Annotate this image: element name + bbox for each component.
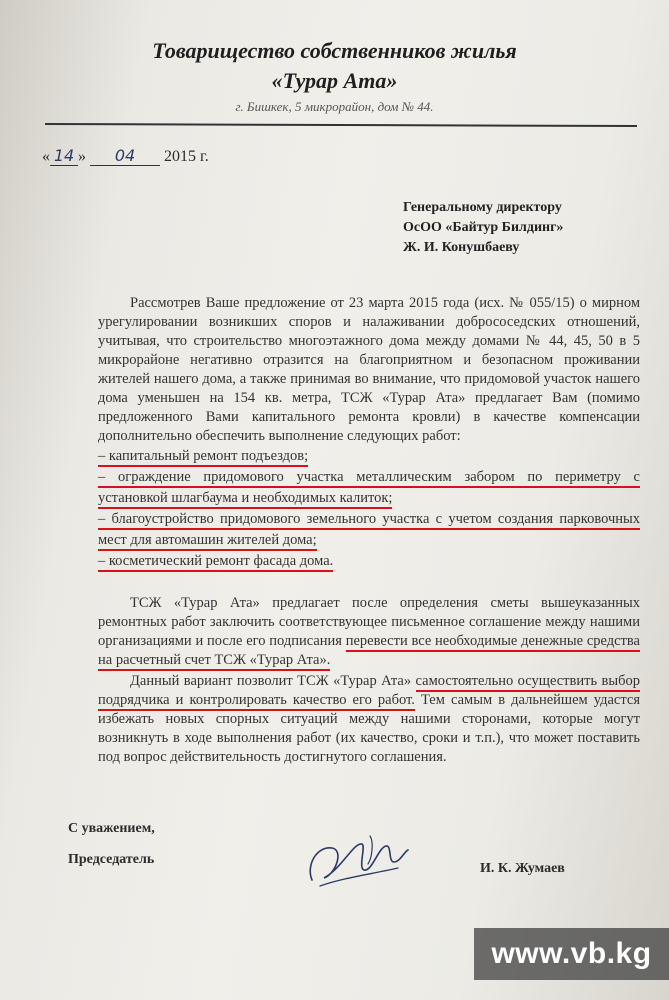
signer-position: Председатель — [68, 852, 155, 867]
date-open-quote: « — [42, 148, 50, 165]
list-item: – косметический ремонт фасада дома. — [98, 551, 640, 572]
works-list — [98, 446, 640, 572]
paragraph-3: Данный вариант позволит ТСЖ «Турар Ата» самостоятельно осуществить выбор подрядчика и контролировать качество его работ. Тем самым в дальнейшем удастся избежать новых спорных ситуаций между нашими сторонами, которые могут возникнуть в ходе выполнения работ (их качество, сроки и т.п.), что может поставить под вопрос действительность достигнутого соглашения. — [98, 673, 640, 765]
org-name: Товарищество собственников жилья — [152, 38, 517, 63]
recipient-block — [403, 198, 563, 258]
date-close-quote: » — [78, 148, 86, 165]
closing: С уважением, — [68, 821, 155, 836]
date-month: 04 — [90, 146, 160, 166]
date-year: 2015 г. — [164, 148, 209, 165]
highlight-transfer: перевести все необходимые денежные средства на расчетный счет ТСЖ «Турар Ата». — [98, 633, 640, 671]
paragraph-1: Рассмотрев Ваше предложение от 23 марта 2015 года (исх. № 055/15) о мирном урегулировании возникших споров и налаживании добрососедских отношений, учитывая, что строительство многоэтажного дома между домами № 44, 45, 50 в 5 микрорайоне негативно отразится на благоприятном и безопасном проживании жителей нашего дома, а также принимая во внимание, что придомовой участок нашего дома уменьшен на 154 кв. метра, ТСЖ «Турар Ата» предлагает Вам (помимо предложенного Вами капитального ремонта кровли) в качестве компенсации дополнительно обеспечить выполнение следующих работ: — [98, 295, 640, 444]
list-item: – капитальный ремонт подъездов; — [98, 446, 640, 467]
handwritten-signature — [302, 828, 412, 898]
letter-date — [42, 146, 209, 166]
letter-body — [98, 294, 640, 767]
highlight-contractor: самостоятельно осуществить выбор подрядчика и контролировать качество его работ. — [98, 673, 640, 711]
signer-name: И. К. Жумаев — [480, 861, 565, 876]
list-item: – ограждение придомового участка металлическим забором по периметру с установкой шлагбаума и необходимых калиток; — [98, 467, 640, 509]
header-divider — [45, 123, 637, 127]
site-watermark: www.vb.kg — [474, 928, 669, 980]
paragraph-2: ТСЖ «Турар Ата» предлагает после определения сметы вышеуказанных ремонтных работ заключить соответствующее письменное соглашение между нашими организациями и после его подписания перевести все необходимые денежные средства на расчетный счет ТСЖ «Турар Ата». — [98, 594, 640, 670]
recipient-company: ОсОО «Байтур Билдинг» — [403, 220, 564, 235]
recipient-name: Ж. И. Конушбаеву — [403, 240, 520, 255]
org-subname: «Турар Ата» — [271, 68, 398, 93]
org-address: г. Бишкек, 5 микрорайон, дом № 44. — [235, 99, 434, 114]
list-item: – благоустройство придомового земельного участка с учетом создания парковочных мест для автомашин жителей дома; — [98, 509, 640, 551]
date-day: 14 — [50, 146, 78, 166]
recipient-title: Генеральному директору — [403, 200, 562, 215]
